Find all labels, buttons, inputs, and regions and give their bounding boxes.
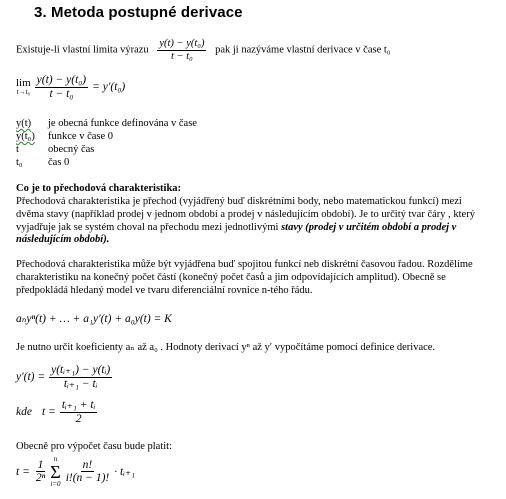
definition-symbol: y(t)	[16, 118, 32, 129]
intro-fraction-numerator: y(t) − y(t₀)	[159, 38, 205, 49]
definition-row	[16, 157, 69, 170]
kde-label: kde	[16, 406, 32, 419]
intro-text-before: Existuje-li vlastní limita výrazu	[16, 44, 149, 56]
page-title: 3. Metoda postupné derivace	[34, 4, 243, 21]
definition-symbol: t₀	[16, 157, 23, 168]
differential-equation: aₙyⁿ(t) + … + a₁y′(t) + a₀y(t) = K	[16, 313, 172, 325]
definition-text: obecný čas	[48, 144, 95, 155]
binomial-denominator: i!(n − 1)!	[65, 472, 110, 485]
time-coefficient	[34, 459, 47, 486]
section-title: Co je to přechodová charakteristika:	[16, 183, 182, 194]
definition-text: je obecná funkce definována v čase	[48, 118, 197, 129]
limit-fraction-numerator: y(t) − y(t₀)	[36, 74, 87, 86]
time-lhs: t =	[16, 465, 30, 478]
definition-text: čas 0	[48, 157, 70, 168]
time-tail: · tᵢ₊₁	[114, 465, 136, 478]
sum-sigma-icon: Σ	[50, 462, 61, 482]
paragraph-1-text: Přechodová charakteristika je přechod (vyjádřený buď diskrétními body, nebo matematickou funkcí) mezi dvěma stavy (například prodej v jednom období a prodej v následujícím období). Je to určitý tvar čáry , který vyjadřuje jak se systém choval na přechodu mezi jednotlivými	[16, 196, 475, 233]
derivative-denominator: tᵢ₊₁ − tᵢ	[63, 377, 98, 390]
section-paragraph-2: Přechodová charakteristika může být vyjádřena buď spojitou funkcí neb diskrétní časovou řadou. Rozdělíme charakteristiku na konečný počet částí (konečný počet časů a jim odpovídajících amplitud). Obecně se předpokládá hledaný model ve tvaru diferenciální rovnice n-tého řádu.	[16, 259, 473, 296]
kde-lhs: t =	[41, 406, 56, 419]
time-sum-equation	[16, 456, 135, 488]
time-midpoint-equation	[16, 399, 97, 426]
definition-symbol: t	[16, 144, 19, 155]
limit-equation	[16, 74, 125, 101]
kde-numerator: tᵢ₊₁ + tᵢ	[61, 399, 96, 411]
derivative-equation	[16, 364, 112, 391]
kde-fraction	[60, 399, 98, 426]
sum-upper-limit: n	[53, 455, 58, 463]
definition-row	[16, 118, 197, 131]
limit-rhs: = y′(t₀)	[92, 81, 126, 94]
kde-denominator: 2	[75, 412, 82, 425]
limit-operator	[16, 78, 31, 96]
limit-lim: lim	[16, 77, 31, 90]
intro-fraction-denominator: t − t₀	[170, 50, 193, 62]
time-coefficient-numerator: 1	[37, 458, 44, 471]
sum-lower-limit: i=0	[50, 480, 61, 488]
sum-operator	[50, 456, 60, 488]
intro-text-after: pak ji nazýváme vlastní derivace v čase t₀	[215, 44, 391, 56]
binomial-fraction	[64, 459, 112, 486]
definition-text: funkce v čase 0	[48, 131, 114, 142]
binomial-numerator: n!	[82, 458, 93, 471]
time-coefficient-denominator: 2ⁿ	[35, 472, 46, 485]
paragraph-4: Obecně pro výpočet času bude platit:	[16, 441, 172, 452]
derivative-numerator: y(tᵢ₊₁) − y(tᵢ)	[51, 364, 111, 376]
definition-symbol: y(t₀)	[16, 131, 35, 142]
paragraph-1-bold-italic: v následujícím období).	[16, 221, 457, 246]
intro-line	[16, 38, 390, 63]
limit-subscript: t→t₀	[16, 88, 30, 97]
derivative-lhs: y′(t) =	[16, 371, 46, 384]
limit-fraction-denominator: t − t₀	[49, 87, 74, 100]
section-paragraph-1	[16, 196, 492, 247]
paragraph-1-italic: stavy (prodej v určitém období a prodej	[281, 221, 450, 233]
definition-row	[16, 131, 113, 144]
definition-row	[16, 144, 94, 157]
intro-fraction	[157, 38, 206, 63]
derivative-fraction	[49, 364, 112, 391]
paragraph-3: Je nutno určit koeficienty aₙ až a₀ . Hodnoty derivací yⁿ až y′ vypočítáme pomocí definice derivace.	[16, 342, 436, 353]
limit-fraction	[35, 74, 88, 101]
